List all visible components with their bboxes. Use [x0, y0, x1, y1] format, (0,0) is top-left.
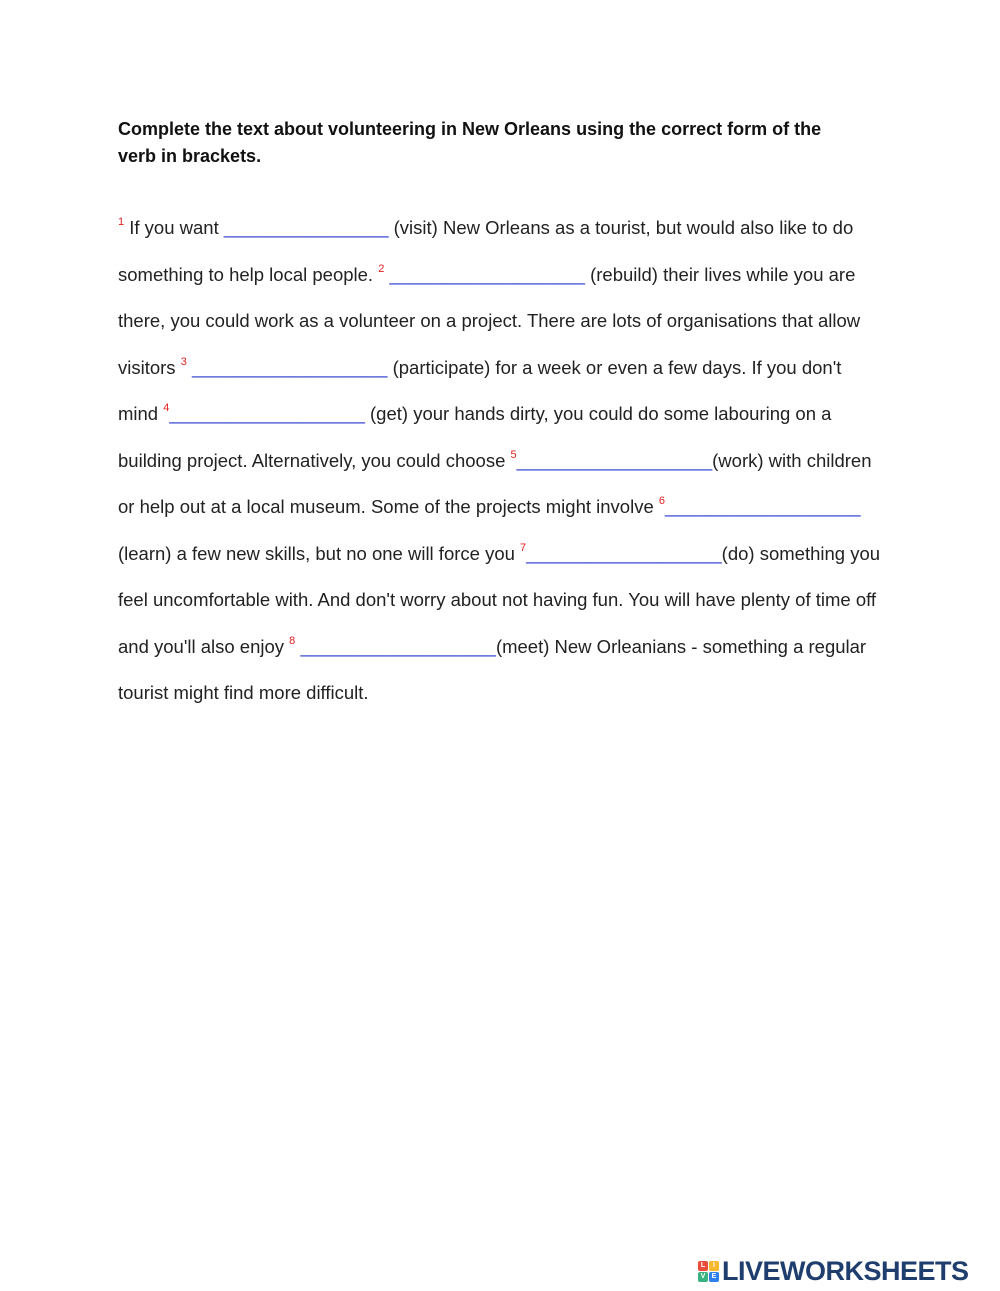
text-segment: there, you could work as a volunteer on a project. There are lots of organisations that allow [118, 310, 861, 331]
instructions-line-2: verb in brackets. [118, 146, 262, 166]
logo-squares-icon [698, 1261, 719, 1282]
text-line [118, 391, 928, 438]
text-segment: visitors [118, 356, 181, 378]
text-line [118, 345, 928, 392]
text-segment: feel uncomfortable with. And don't worry about not having fun. You will have plenty of time off [118, 589, 877, 610]
text-segment: mind [118, 403, 164, 424]
text-segment: or help out at a local museum. Some of the projects might involve [118, 496, 659, 517]
gap-number: 4 [163, 402, 170, 414]
gap-number: 3 [180, 355, 187, 368]
text-line [118, 484, 928, 531]
liveworksheets-logo [698, 1256, 969, 1286]
text-segment: building project. Alternatively, you could choose [118, 449, 511, 471]
text-line [118, 670, 928, 717]
text-line [118, 298, 928, 345]
answer-blank[interactable]: ___________________ [665, 496, 861, 517]
text-line [118, 624, 928, 671]
text-line [118, 252, 928, 299]
gap-number: 6 [658, 495, 666, 507]
text-line [118, 577, 928, 624]
logo-square: L [698, 1261, 708, 1271]
text-segment: (work) with children [712, 449, 872, 471]
logo-square: E [709, 1272, 719, 1282]
logo-square: I [709, 1261, 719, 1271]
text-segment: If you want [124, 217, 224, 238]
answer-blank[interactable]: ___________________ [191, 356, 388, 378]
instructions [118, 116, 908, 170]
text-segment: and you'll also enjoy [118, 635, 290, 657]
text-segment: (learn) a few new skills, but no one will force you [118, 542, 521, 564]
logo-text: LIVEWORKSHEETS [722, 1255, 969, 1286]
text-segment: (participate) for a week or even a few days. If you don't [387, 356, 842, 378]
answer-blank[interactable]: ___________________ [169, 403, 365, 424]
answer-blank[interactable]: ___________________ [300, 635, 496, 657]
text-segment: something to help local people. [118, 263, 379, 285]
instructions-line-1: Complete the text about volunteering in New Orleans using the correct form of the [118, 119, 822, 139]
text-line [118, 438, 928, 485]
text-segment: (do) something you [721, 542, 881, 564]
text-segment: (visit) New Orleans as a tourist, but would also like to do [388, 217, 854, 238]
exercise-text [118, 205, 928, 717]
text-segment: tourist might find more difficult. [118, 682, 369, 703]
gap-number: 5 [510, 448, 517, 461]
gap-number: 7 [520, 541, 527, 554]
text-segment: (meet) New Orleanians - something a regular [495, 635, 867, 657]
answer-blank[interactable]: ________________ [223, 217, 389, 238]
gap-number: 2 [378, 262, 385, 275]
gap-number: 8 [289, 634, 296, 647]
answer-blank[interactable]: ___________________ [516, 449, 713, 471]
text-line [118, 205, 928, 252]
answer-blank[interactable]: ___________________ [389, 263, 585, 285]
text-line [118, 531, 928, 578]
logo-square: V [698, 1272, 708, 1282]
text-segment: (rebuild) their lives while you are [584, 263, 856, 285]
gap-number: 1 [118, 216, 125, 228]
answer-blank[interactable]: ___________________ [526, 542, 722, 564]
text-segment: (get) your hands dirty, you could do some labouring on a [364, 403, 832, 424]
